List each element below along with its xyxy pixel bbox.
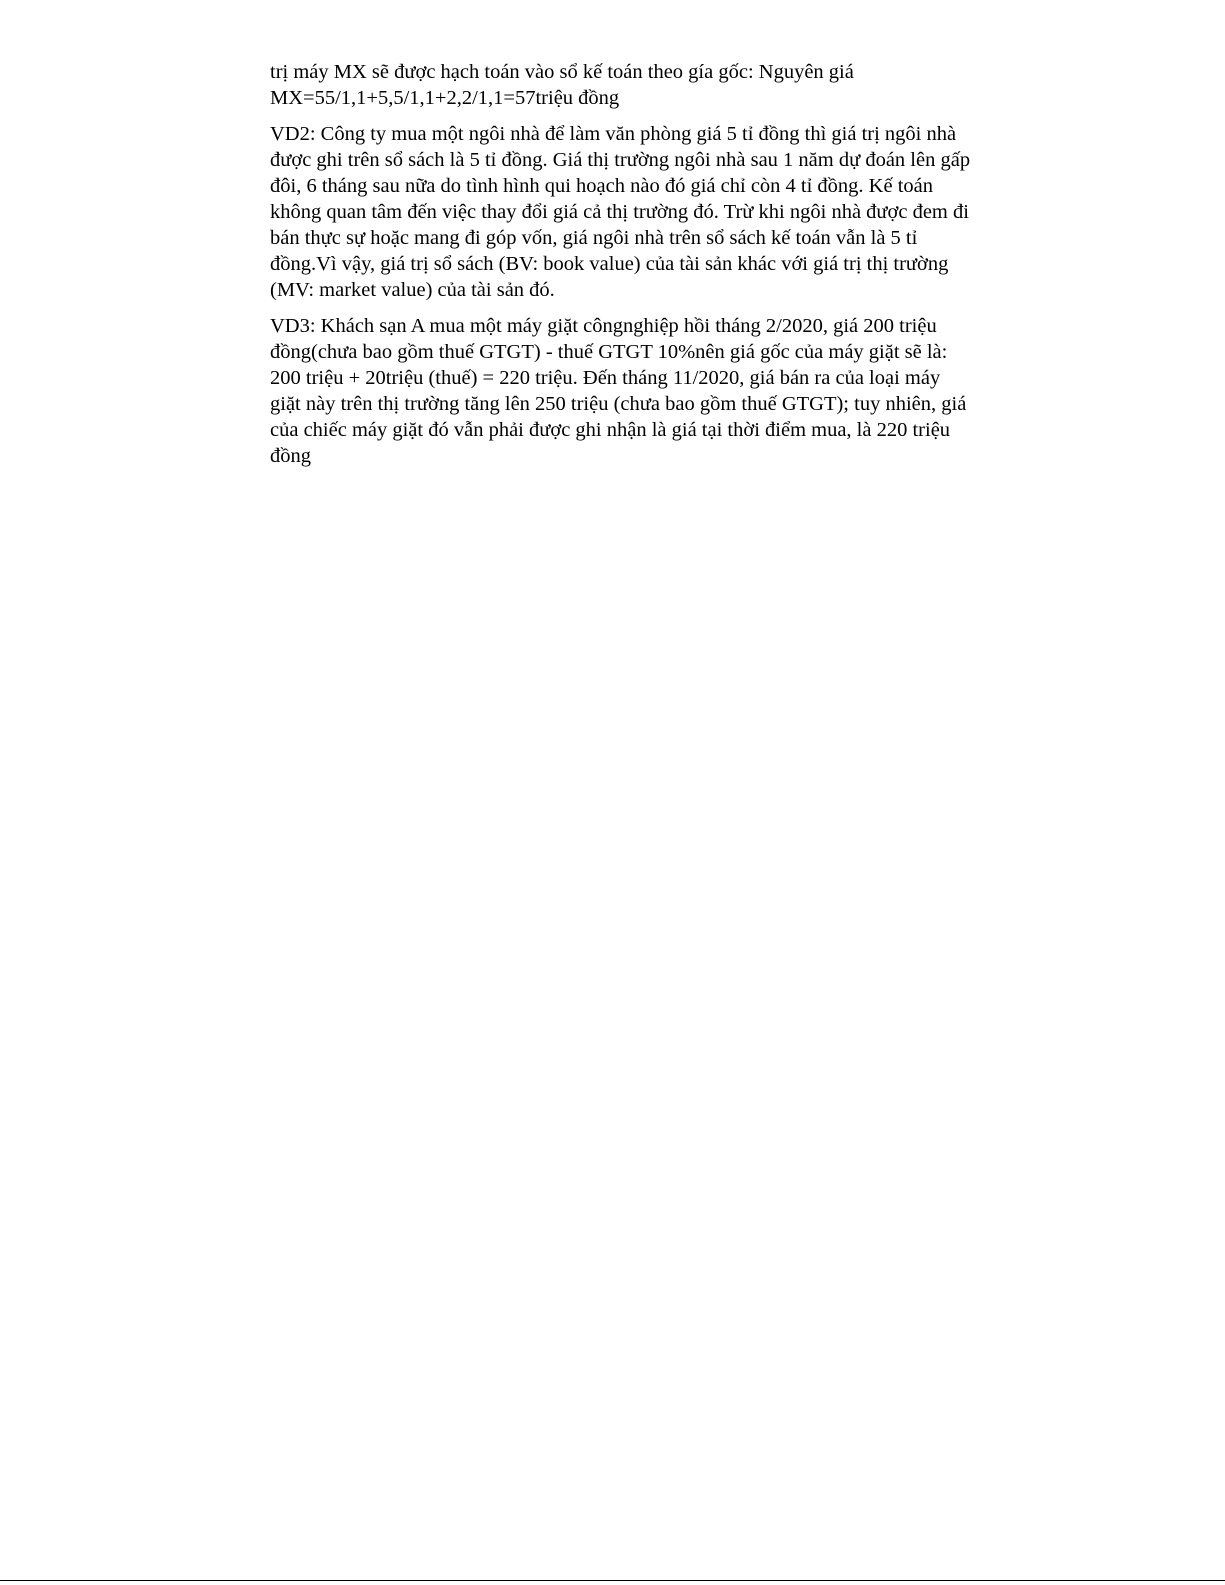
paragraph-mx-cost <box>270 60 990 112</box>
text-line: đồng.Vì vậy, giá trị sổ sách (BV: book value) của tài sản khác với giá trị thị trường <box>270 252 949 275</box>
text-line: (MV: market value) của tài sản đó. <box>270 278 555 301</box>
text-line: được ghi trên sổ sách là 5 tỉ đồng. Giá thị trường ngôi nhà sau 1 năm dự đoán lên gấp <box>270 149 971 172</box>
text-line: đồng <box>270 444 311 467</box>
page-bottom-border <box>0 1580 1225 1581</box>
text-line: đôi, 6 tháng sau nữa do tình hình qui hoạch nào đó giá chỉ còn 4 tỉ đồng. Kế toán <box>270 175 934 198</box>
text-line: VD3: Khách sạn A mua một máy giặt côngnghiệp hồi tháng 2/2020, giá 200 triệu <box>270 315 937 338</box>
text-line: 200 triệu + 20triệu (thuế) = 220 triệu. Đến tháng 11/2020, giá bán ra của loại máy <box>270 366 941 389</box>
paragraph-vd2 <box>270 122 990 303</box>
text-line: trị máy MX sẽ được hạch toán vào sổ kế toán theo gía gốc: Nguyên giá <box>270 61 854 83</box>
text-line: MX=55/1,1+5,5/1,1+2,2/1,1=57triệu đồng <box>270 86 620 109</box>
document-body <box>270 60 990 480</box>
paragraph-vd3 <box>270 314 990 469</box>
text-line: bán thực sự hoặc mang đi góp vốn, giá ngôi nhà trên sổ sách kế toán vẫn là 5 tỉ <box>270 226 918 249</box>
text-line: giặt này trên thị trường tăng lên 250 triệu (chưa bao gồm thuế GTGT); tuy nhiên, giá <box>270 392 967 415</box>
text-line: không quan tâm đến việc thay đổi giá cả thị trường đó. Trừ khi ngôi nhà được đem đi <box>270 201 969 224</box>
text-line: VD2: Công ty mua một ngôi nhà để làm văn phòng giá 5 tỉ đồng thì giá trị ngôi nhà <box>270 123 957 146</box>
text-line: của chiếc máy giặt đó vẫn phải được ghi nhận là giá tại thời điểm mua, là 220 triệu <box>270 418 951 441</box>
text-line: đồng(chưa bao gồm thuế GTGT) - thuế GTGT 10%nên giá gốc của máy giặt sẽ là: <box>270 341 948 364</box>
